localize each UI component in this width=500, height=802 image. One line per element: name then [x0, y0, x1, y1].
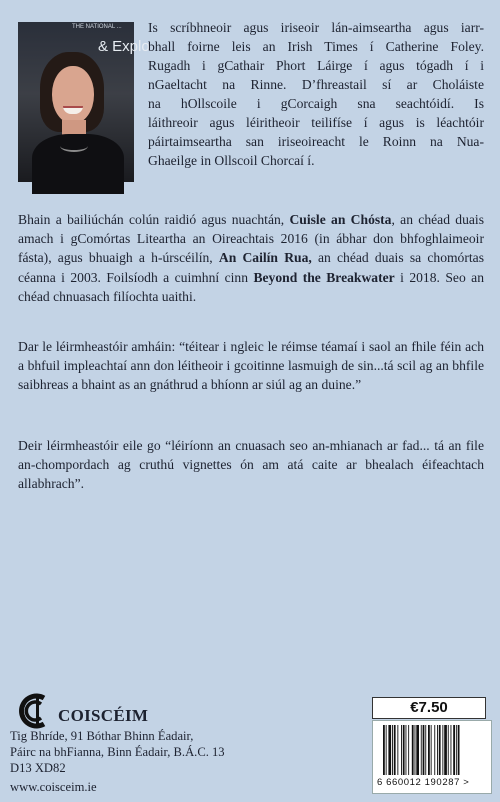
awards-text-4: i 2018. Seo an chéad chnuasach filíochta uaithi.	[18, 269, 484, 304]
title-cuisle: Cuisle an Chósta	[289, 212, 392, 227]
awards-text-2: , an chéad duais amach i gComórtas Liteartha an Oireachtais 2016 (in ábhar don bhfoghlaimeoir fásta), agus bhuaigh a h-úrscéilín,	[18, 212, 484, 266]
barcode-number: 6 660012 190287 >	[377, 777, 470, 788]
publisher-name: COISCÉIM	[58, 706, 149, 725]
publisher-address-line-3: D13 XD82	[10, 761, 66, 775]
photo-face	[52, 66, 94, 124]
awards-paragraph	[18, 210, 484, 306]
bio-line-1: Is scríbhneoir agus iriseoir lán-aimseartha agus iarr-	[148, 20, 484, 35]
publisher-address-line-2: Páirc na bhFianna, Binn Éadair, B.Á.C. 13	[10, 745, 225, 759]
bio-line-2: bhall foirne leis an Irish Times í Catherine Foley.	[148, 39, 484, 54]
photo-necklace	[60, 140, 88, 152]
publisher-address-line-1: Tig Bhríde, 91 Bóthar Bhinn Éadair,	[10, 729, 194, 743]
photo-backdrop-text: THE NATIONAL ...	[72, 24, 122, 30]
bio-line-5: na hOllscoile i gCorcaigh sna seachtóidí. Is	[148, 96, 484, 111]
bio-line-8: Ghaeilge in Ollscoil Chorcaí í.	[148, 153, 315, 168]
barcode	[372, 720, 492, 794]
title-cailin-rua: An Cailín Rua,	[218, 250, 312, 266]
bio-line-3: Rugadh i gCathair Phort Láirge í agus tógadh í i	[148, 58, 484, 73]
author-photo	[18, 22, 150, 182]
review-paragraph-2: Deir léirmheastóir eile go “léiríonn an cnuasach seo an-mhianach ar fad... tá an file an-chompordach ag cruthú vignettes ón am atá caite ar bhealach éifeachtach allabhrach”.	[18, 438, 484, 492]
publisher-website: www.coisceim.ie	[10, 780, 97, 794]
title-breakwater: Beyond the Breakwater	[253, 269, 395, 285]
awards-text-1: Bhain a bailiúchán colún raidió agus nuachtán,	[18, 212, 290, 227]
bio-line-7: páirtaimseartha san iriseoireacht le Roinn na Nua-	[148, 134, 484, 149]
photo-backdrop-word: & Explo	[98, 38, 150, 55]
bio-line-6: láithreoir agus léiritheoir teilifíse í agus is léachtóir	[148, 115, 484, 130]
coisceim-logo-icon	[14, 692, 54, 730]
price-label: €7.50	[372, 697, 486, 719]
bio-line-4: nGaeltacht na Rinne. D’fhreastail sí ar Choláiste	[148, 77, 484, 92]
review-paragraph-1: Dar le léirmheastóir amháin: “téitear i ngleic le réimse téamaí i saol an fhile féin ach a bhfuil impleachtaí ann don léitheoir i gcoitinne lasmuigh de sin...tá scil ag an bhfile saibhreas a bhaint as an gnáthrud a bhíonn ar siúl ag an duine.”	[18, 339, 484, 393]
barcode-bars-icon	[381, 725, 485, 777]
awards-text-3: an chéad duais sa chomórtas céanna i 2003. Foilsíodh a cuimhní cinn	[18, 250, 484, 285]
